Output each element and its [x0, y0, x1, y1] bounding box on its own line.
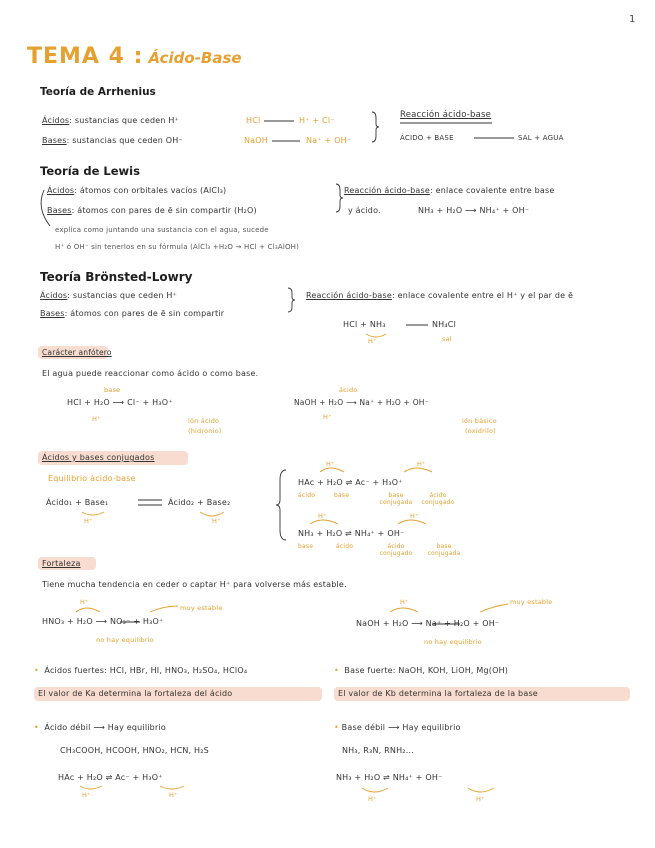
conjugates-ex1-hplus-b: H⁺	[417, 460, 426, 468]
strength-eq1-hplus: H⁺	[80, 598, 89, 606]
conjugates-ex2-label-4: base conjugada	[427, 543, 461, 557]
bronsted-heading: Teoría Brönsted-Lowry	[40, 270, 193, 284]
conjugates-hplus-2: H⁺	[212, 517, 221, 525]
amphoteric-heading: Carácter anfótero	[42, 348, 112, 357]
lewis-heading: Teoría de Lewis	[40, 164, 140, 178]
title-tema: TEMA 4 :	[27, 44, 144, 69]
arrhenius-reaction-left: ÁCIDO + BASE	[400, 134, 454, 142]
amphoteric-eq1-ion: ión ácido	[188, 417, 220, 425]
bullet-icon: •	[334, 666, 345, 675]
conjugates-ex1: HAc + H₂O ⇌ Ac⁻ + H₃O⁺	[298, 478, 403, 487]
curved-arrow-icon	[76, 608, 100, 612]
amphoteric-eq1: HCl + H₂O ⟶ Cl⁻ + H₃O⁺	[67, 398, 173, 407]
weak-base-text: Base débil ⟶ Hay equilibrio	[341, 723, 461, 732]
conjugates-ex2-hplus-a: H⁺	[318, 512, 327, 520]
arrhenius-eq2-left: NaOH	[244, 136, 268, 145]
conjugates-ex1-label-2: base	[334, 492, 350, 499]
title-subject: Ácido-Base	[148, 49, 242, 67]
lewis-reaction-eq: NH₃ + H₂O ⟶ NH₄⁺ + OH⁻	[418, 206, 530, 215]
curved-arrow-icon	[398, 520, 426, 524]
conjugates-hplus-1: H⁺	[84, 517, 93, 525]
lewis-reaction-text: : enlace covalente entre base	[429, 186, 555, 195]
weak-acid-list: CH₃COOH, HCOOH, HNO₂, HCN, H₂S	[60, 746, 209, 755]
ka-text: El valor de Ka determina la fortaleza del ácido	[38, 689, 233, 698]
amphoteric-text: El agua puede reaccionar como ácido o como base.	[42, 369, 259, 378]
curved-arrow-icon	[80, 786, 102, 789]
amphoteric-eq2-ion-name: (oxidrilo)	[465, 427, 496, 435]
curved-arrow-icon	[200, 512, 224, 516]
conjugates-ex1-label-3: base conjugada	[379, 492, 413, 506]
arrhenius-eq1-right: H⁺ + Cl⁻	[299, 116, 335, 125]
strength-eq1: HNO₃ + H₂O ⟶ NO₃⁻ + H₃O⁺	[42, 617, 164, 626]
amphoteric-eq2-ion: ión básico	[462, 417, 497, 425]
strong-bases-text: Base fuerte: NaOH, KOH, LiOH, Mg(OH)	[344, 666, 509, 675]
weak-base-eq: NH₃ + H₂O ⇌ NH₄⁺ + OH⁻	[336, 773, 443, 782]
arrhenius-heading: Teoría de Arrhenius	[40, 86, 156, 98]
strength-eq2: NaOH + H₂O ⟶ Na⁺ + H₂O + OH⁻	[356, 619, 500, 628]
curved-arrow-icon	[480, 604, 508, 612]
amphoteric-eq1-base: base	[104, 386, 121, 394]
bronsted-reaction-title: Reacción ácido-base	[306, 291, 392, 300]
brace-icon	[288, 288, 295, 312]
strength-heading: Fortaleza	[42, 559, 81, 568]
arrhenius-reaction-title: Reacción ácido-base	[400, 110, 492, 120]
weak-acid-text: Ácido débil ⟶ Hay equilibrio	[44, 723, 166, 732]
weak-acid-hplus-2: H⁺	[169, 791, 178, 799]
weak-base-list: NH₃, R₃N, RNH₂...	[342, 746, 414, 755]
curved-arrow-icon	[366, 334, 386, 337]
amphoteric-eq2-acid: ácido	[339, 386, 358, 394]
conjugates-eq-right: Ácido₂ + Base₂	[168, 498, 231, 507]
bronsted-eq-right: NH₄Cl	[432, 320, 457, 329]
curved-arrow-icon	[404, 468, 432, 472]
curved-arrow-icon	[468, 788, 494, 792]
curved-arrow-icon	[41, 190, 50, 226]
strength-eq2-noeq: no hay equilibrio	[424, 638, 482, 646]
strength-eq2-stable: muy estable	[510, 598, 553, 606]
bronsted-acids-text: : sustancias que ceden H⁺	[67, 291, 178, 300]
weak-base-hplus-1: H⁺	[368, 795, 377, 803]
curved-arrow-icon	[310, 520, 338, 524]
arrhenius-eq2-right: Na⁺ + OH⁻	[306, 136, 352, 145]
curved-arrow-icon	[390, 608, 418, 612]
bullet-icon: •	[334, 723, 342, 732]
lewis-reaction-text2: y ácido.	[348, 206, 381, 215]
brace-icon	[336, 184, 343, 212]
amphoteric-eq2: NaOH + H₂O ⟶ Na⁺ + H₂O + OH⁻	[294, 398, 429, 407]
conjugates-eq-left: Ácido₁ + Base₁	[46, 498, 109, 507]
strength-eq1-stable: muy estable	[180, 604, 223, 612]
conjugates-ex2-label-3: ácido conjugado	[379, 543, 413, 557]
amphoteric-eq1-hplus: H⁺	[92, 415, 101, 423]
lewis-acids-text: : átomos con orbitales vacíos (AlCl₃)	[74, 186, 227, 195]
conjugates-ex2-hplus-b: H⁺	[410, 512, 419, 520]
strength-eq1-noeq: no hay equilibrio	[96, 636, 154, 644]
arrhenius-bases-label: Bases	[42, 136, 67, 145]
amphoteric-eq2-hplus: H⁺	[323, 413, 332, 421]
conjugates-heading: Ácidos y bases conjugados	[42, 453, 155, 462]
bullet-icon: •	[34, 666, 45, 675]
curved-arrow-icon	[362, 788, 388, 792]
curved-arrow-icon	[160, 786, 184, 789]
page-number: 1	[629, 14, 636, 25]
bronsted-bases-label: Bases	[40, 309, 65, 318]
amphoteric-eq1-ion-name: (hidronio)	[188, 427, 222, 435]
conjugates-ex1-hplus-a: H⁺	[326, 460, 335, 468]
strong-acids-text: Ácidos fuertes: HCl, HBr, HI, HNO₃, H₂SO₄, HClO₄	[44, 666, 248, 675]
curved-arrow-icon	[150, 606, 178, 612]
conjugates-ex2-label-2: ácido	[336, 543, 354, 550]
arrhenius-eq1-left: HCl	[246, 116, 261, 125]
bronsted-eq-sal: sal	[442, 335, 452, 343]
bronsted-acids-label: Ácidos	[40, 291, 68, 300]
kb-text: El valor de Kb determina la fortaleza de la base	[338, 689, 538, 698]
weak-base-hplus-2: H⁺	[476, 795, 485, 803]
arrhenius-reaction-right: SAL + AGUA	[518, 134, 564, 142]
conjugates-ex2: NH₃ + H₂O ⇌ NH₄⁺ + OH⁻	[298, 529, 405, 538]
lewis-note2: H⁺ ó OH⁻ sin tenerlos en su fórmula (AlCl₃ +H₂O → HCl + Cl₃AlOH)	[55, 243, 300, 251]
bronsted-eq-left: HCl + NH₃	[343, 320, 386, 329]
arrhenius-acids-label: Ácidos	[42, 116, 70, 125]
weak-acid-eq: HAc + H₂O ⇌ Ac⁻ + H₃O⁺	[58, 773, 163, 782]
brace-icon	[276, 470, 286, 540]
brace-icon	[372, 112, 379, 142]
bronsted-reaction-text: : enlace covalente entre el H⁺ y el par de ē	[391, 291, 574, 300]
arrhenius-acids-text: : sustancias que ceden H⁺	[69, 116, 180, 125]
conjugates-subheading: Equilibrio ácido-base	[48, 474, 136, 483]
conjugates-ex2-label-1: base	[298, 543, 314, 550]
conjugates-ex1-label-1: ácido	[298, 492, 316, 499]
conjugates-ex1-label-4: ácido conjugado	[421, 492, 455, 506]
strength-text: Tiene mucha tendencia en ceder o captar H⁺ para volverse más estable.	[42, 580, 347, 589]
weak-acid-hplus-1: H⁺	[82, 791, 91, 799]
lewis-acids-label: Ácidos	[47, 186, 75, 195]
lewis-reaction-title: Reacción ácido-base	[344, 186, 430, 195]
lewis-bases-label: Bases	[47, 206, 72, 215]
bullet-icon: •	[34, 723, 45, 732]
strength-eq2-hplus: H⁺	[400, 598, 409, 606]
lewis-bases-text: : átomos con pares de ē sin compartir (H₂O)	[71, 206, 257, 215]
bronsted-bases-text: : átomos con pares de ē sin compartir	[64, 309, 225, 318]
curved-arrow-icon	[320, 468, 344, 472]
bronsted-eq-hplus: H⁺	[368, 337, 377, 345]
lewis-note1: explica como juntando una sustancia con el agua, sucede	[55, 226, 269, 234]
arrhenius-bases-text: : sustancias que ceden OH⁻	[66, 136, 183, 145]
curved-arrow-icon	[82, 512, 104, 515]
